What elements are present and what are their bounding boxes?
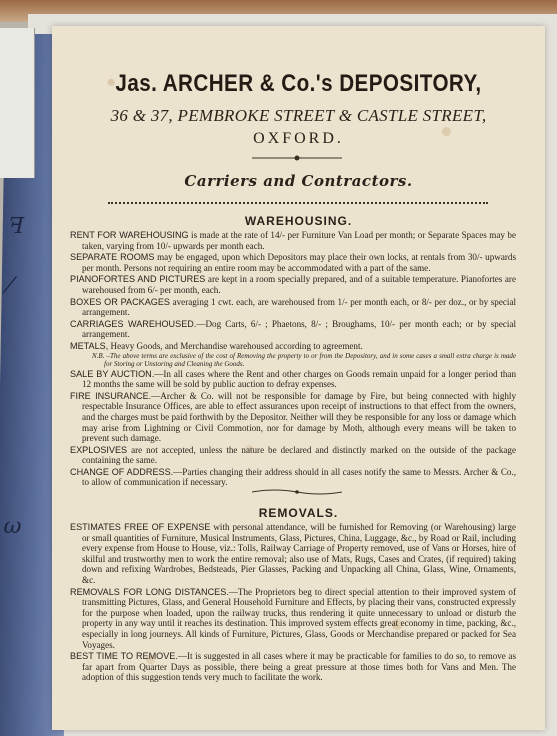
dotted-rule (108, 202, 488, 204)
list-item: EXPLOSIVES are not accepted, unless the nature be declared and distinctly marked on the outside of the package containing the same. (70, 444, 516, 466)
removals-list (70, 522, 516, 684)
document-page (52, 26, 545, 730)
ornament-divider (252, 488, 342, 496)
list-item: ESTIMATES FREE OF EXPENSE with personal attendance, will be furnished for Removing (or Warehousing) large or small quantities of Furniture, Musical Instruments, Glass, Pictures, China, Luggage, &c., by Road or Rail, including every expense from House to House, viz.: Tolls, Railway Carriage of Property removed, use of Vans or Horses, hire of skilful and trustworthy men to work the entire removal; also use of Mats, Rugs, Cases and Crates, (if required) taking down and refixing Wardrobes, Bedsteads, Pier Glasses, Packing and Unpacking all China, Glass, Wine, Ornaments, &c. (70, 522, 516, 585)
footnote: N.B. –The above terms are exclusive of the cost of Removing the property to or from the Depository, and in some cases a small extra charge is made for Storing or Unstoring and Cleaning the Goods. (92, 351, 516, 368)
list-item: CARRIAGES WAREHOUSED.—Dog Carts, 6/- ; Phaetons, 8/- ; Broughams, 10/- per month each; or by special arrangement. (70, 318, 516, 340)
list-item: RENT FOR WAREHOUSING is made at the rate of 14/- per Furniture Van Load per month; or Separate Spaces may be taken, varying from 10/- upwards per month each. (70, 230, 516, 251)
section-heading-warehousing: WAREHOUSING. (244, 214, 353, 228)
document-title: Jas. ARCHER & Co.'s DEPOSITORY, (115, 70, 482, 97)
list-item: FIRE INSURANCE.—Archer & Co. will not be responsible for damage by Fire, but being connected with highly respectable Insurance Offices, are able to effect assurances upon receipt of instructions to that effect from the owners, and the charges must be paid forthwith by the Depositor. Neither will they be responsible for any loss or damage which may arise from Lightning or Civil Commotion, nor for damage by Moth, although every means will be taken to prevent such damage. (70, 390, 516, 444)
warehousing-list (70, 230, 516, 489)
list-item: BEST TIME TO REMOVE.—It is suggested in all cases where it may be practicable for families to do so, to remove as far apart from Quarter Days as possible, there being a great pressure at those times both for Vans and Men. The adoption of this suggestion tends very much to facilitate the work. (70, 651, 516, 683)
subtitle: Carriers and Contractors. (184, 172, 413, 190)
list-item: CHANGE OF ADDRESS.—Parties changing their address should in all cases notify the same to Messrs. Archer & Co., to allow of communication if necessary. (70, 466, 516, 488)
list-item: BOXES OR PACKAGES averaging 1 cwt. each, are warehoused from 1/- per month each, or 8/- per doz., or by special arrangement. (70, 296, 517, 318)
section-heading-removals: REMOVALS. (258, 506, 339, 520)
white-paper-edge (0, 28, 35, 178)
address-line: 36 & 37, PEMBROKE STREET & CASTLE STREET, (110, 106, 487, 125)
ornament-divider (252, 154, 342, 162)
list-item: SALE BY AUCTION.—In all cases where the Rent and other charges on Goods remain unpaid for a longer period than 12 months the same will be sold by public auction to defray expenses. (70, 368, 516, 390)
list-item: REMOVALS FOR LONG DISTANCES.—The Proprietors beg to direct special attention to their improved system of transmitting Pictures, Glass, and General Household Furniture and Effects, by placing their vans, constructed expressly for the purpose when loaded, upon the railway trucks, thus rendering it quite unnecessary to unload or disturb the property in any way until it reaches its destination. This improved system effects great economy in time, packing, &c., especially in long journeys. All kinds of Furniture, Pictures, Glass, Goods or Merchandise prepared or packed for Sea Voyages. (70, 586, 516, 650)
list-item: METALS, Heavy Goods, and Merchandise warehoused according to agreement. N.B. –The above terms are exclusive of the cost of Removing the property to or from the Depository, and in some cases a small extra charge is made for Storing or Unstoring and Cleaning the Goods. (70, 340, 516, 368)
list-item: PIANOFORTES AND PICTURES are kept in a room specially prepared, and of a suitable temperature. Pianofortes are warehoused from 6/- per month, each. (70, 274, 516, 295)
handwriting-mark: ꟻ (8, 214, 25, 239)
city-line: OXFORD. (253, 130, 344, 147)
handwriting-mark: ω (3, 514, 22, 539)
list-item: SEPARATE ROOMS may be engaged, upon which Depositors may place their own locks, at rentals from 30/- upwards per month. Persons not requiring an entire room may be accommodated with a part of the same. (70, 252, 516, 273)
handwriting-mark: ⁄ (7, 274, 12, 299)
